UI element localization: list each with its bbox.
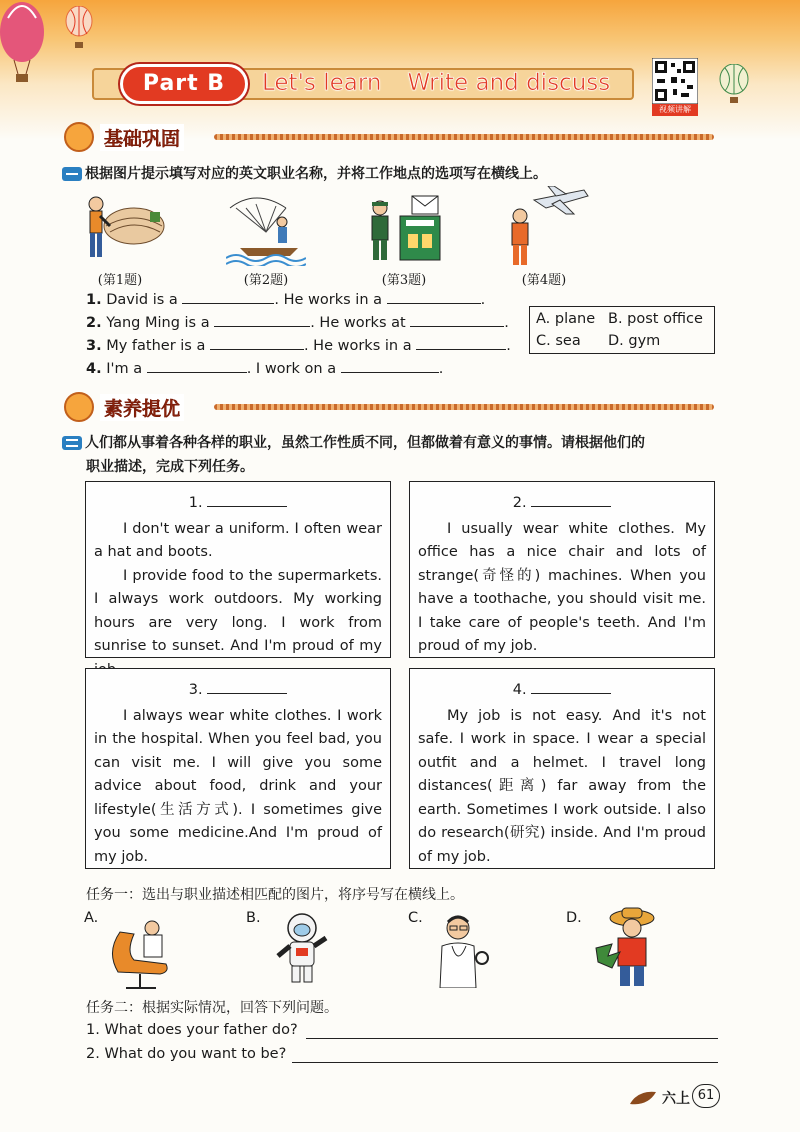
item-text: My father is a: [106, 338, 206, 354]
answer-line-1[interactable]: [306, 1038, 718, 1039]
item-text: .: [480, 292, 486, 308]
box-paragraph: I don't wear a uniform. I often wear a hat and boots.: [94, 520, 382, 560]
box-number-label: 3.: [188, 682, 203, 698]
box-paragraph: I usually wear white clothes. My office has a nice chair and lots of strange(奇怪的) machines. When you have a toothache, you should visit me. I take care of people's teeth. And I'm proud of my job.: [418, 520, 706, 654]
box-number: [94, 492, 382, 516]
task2-instruction: 任务二：根据实际情况，回答下列问题。: [86, 1000, 338, 1016]
lesson-title-2: Write and discuss: [407, 70, 611, 96]
caption-1: (第1题): [97, 273, 143, 288]
fisherman-picture: [226, 198, 306, 266]
answer-blank[interactable]: [182, 290, 274, 304]
item-text: . He works in a: [274, 292, 383, 308]
exercise-item: [86, 313, 509, 331]
box-paragraph: My job is not easy. And it's not safe. I work in space. I wear a special outfit and a helmet. I travel long distances(距离) far away from the earth. Sometimes I work outside. I also do research(研究) inside. And I'm proud of my job.: [418, 707, 706, 865]
item-text: I'm a: [106, 361, 143, 377]
leaf-icon: [628, 1088, 658, 1108]
answer-blank[interactable]: [387, 290, 481, 304]
description-box-2: [409, 481, 715, 658]
item-text: Yang Ming is a: [106, 315, 210, 331]
box-paragraph: I always wear white clothes. I work in the hospital. When you feel bad, you can visit me. I will give you some advice about food, drink and your lifestyle(生活方式). I sometimes give you some medicine.And I'm proud of my job.: [94, 707, 382, 865]
section1-instruction: [62, 163, 547, 183]
section-advanced-head: [64, 392, 716, 422]
page-number: 61: [692, 1084, 720, 1108]
section-divider: [214, 404, 714, 410]
box-number-label: 1.: [188, 495, 203, 511]
item-text: . He works in a: [303, 338, 412, 354]
choice-letter-d: D.: [566, 910, 582, 926]
description-box-4: [409, 668, 715, 869]
question-two-icon: [62, 436, 82, 450]
question-1: 1. What does your father do?: [86, 1022, 298, 1038]
balloon-icon: [64, 6, 94, 50]
section-basic-title: 基础巩固: [100, 124, 184, 151]
item-text: . He works at: [310, 315, 406, 331]
section-advanced-title: 素养提优: [100, 394, 184, 421]
item-text: .: [438, 361, 444, 377]
postman-picture: [372, 196, 440, 260]
box-number: [94, 679, 382, 703]
page-footer: [628, 1082, 724, 1112]
grade-label: 六上: [662, 1091, 690, 1107]
answer-blank[interactable]: [147, 359, 247, 373]
option-d: D. gym: [608, 333, 661, 349]
answer-blank[interactable]: [410, 313, 504, 327]
item-text: .: [504, 315, 509, 331]
balloon-icon: [0, 0, 60, 84]
item-text: David is a: [106, 292, 178, 308]
caption-3: (第3题): [381, 273, 427, 288]
qr-code[interactable]: [652, 58, 698, 114]
section2-instruction-line1: 人们都从事着各种各样的职业，虽然工作性质不同，但都做着有意义的事情。请根据他们的: [85, 435, 645, 451]
astronaut-picture[interactable]: [270, 910, 334, 988]
answer-blank[interactable]: [531, 680, 611, 694]
task1-instruction: 任务一：选出与职业描述相匹配的图片，将序号写在横线上。: [86, 887, 464, 903]
exercise-item: [86, 290, 485, 308]
choice-letter-c: C.: [408, 910, 423, 926]
section2-instruction: [62, 432, 645, 452]
section2-instruction-line2: 职业描述，完成下列任务。: [86, 459, 254, 475]
choice-letter-a: A.: [84, 910, 99, 926]
item-number: 2.: [86, 315, 102, 331]
lesson-title: [262, 70, 610, 96]
section-basic-head: [64, 122, 716, 152]
box-number-label: 2.: [512, 495, 527, 511]
answer-blank[interactable]: [531, 493, 611, 507]
item-number: 3.: [86, 338, 102, 354]
item-number: 1.: [86, 292, 102, 308]
answer-blank[interactable]: [207, 680, 287, 694]
doctor-picture[interactable]: [428, 912, 494, 988]
section-divider: [214, 134, 714, 140]
rocket-icon: [64, 392, 94, 422]
item-text: .: [506, 338, 511, 354]
dentist-picture[interactable]: [100, 912, 180, 992]
exercise-item: [86, 359, 443, 377]
qr-label: 视频讲解: [652, 104, 698, 116]
answer-blank[interactable]: [416, 336, 506, 350]
box-number-label: 4.: [512, 682, 527, 698]
pilot-plane-picture: [512, 186, 588, 265]
caption-2: (第2题): [243, 273, 289, 288]
choice-letter-b: B.: [246, 910, 261, 926]
question-one-icon: [62, 167, 82, 181]
farmer-picture[interactable]: [590, 904, 668, 988]
description-box-3: [85, 668, 391, 869]
exercise-item: [86, 336, 511, 354]
box-paragraph: I provide food to the supermarkets. I always work outdoors. My working hours are very long. I work from sunrise to sunset. And I'm proud of my: [94, 567, 382, 654]
section1-instruction-text: 根据图片提示填写对应的英文职业名称，并将工作地点的选项写在横线上。: [85, 166, 547, 182]
option-a: A. plane: [536, 311, 596, 327]
caption-4: (第4题): [521, 273, 567, 288]
lesson-title-1: Let's learn: [262, 70, 382, 96]
question-2: 2. What do you want to be?: [86, 1046, 287, 1062]
answer-blank[interactable]: [341, 359, 439, 373]
answer-blank[interactable]: [210, 336, 304, 350]
item-text: . I work on a: [246, 361, 337, 377]
options-box: [529, 306, 715, 354]
lesson-title-bar: [92, 62, 634, 106]
description-box-1: [85, 481, 391, 658]
answer-line-2[interactable]: [292, 1062, 718, 1063]
book-icon: [64, 122, 94, 152]
option-b: B. post office: [608, 311, 703, 327]
balloon-icon: [716, 64, 752, 104]
qr-code-icon: [652, 58, 698, 104]
box-number: [418, 679, 706, 703]
answer-blank[interactable]: [207, 493, 287, 507]
answer-blank[interactable]: [214, 313, 310, 327]
part-label: Part B: [120, 64, 248, 104]
option-c: C. sea: [536, 333, 581, 349]
coach-gym-picture: [80, 190, 166, 266]
box-number: [418, 492, 706, 516]
item-number: 4.: [86, 361, 102, 377]
